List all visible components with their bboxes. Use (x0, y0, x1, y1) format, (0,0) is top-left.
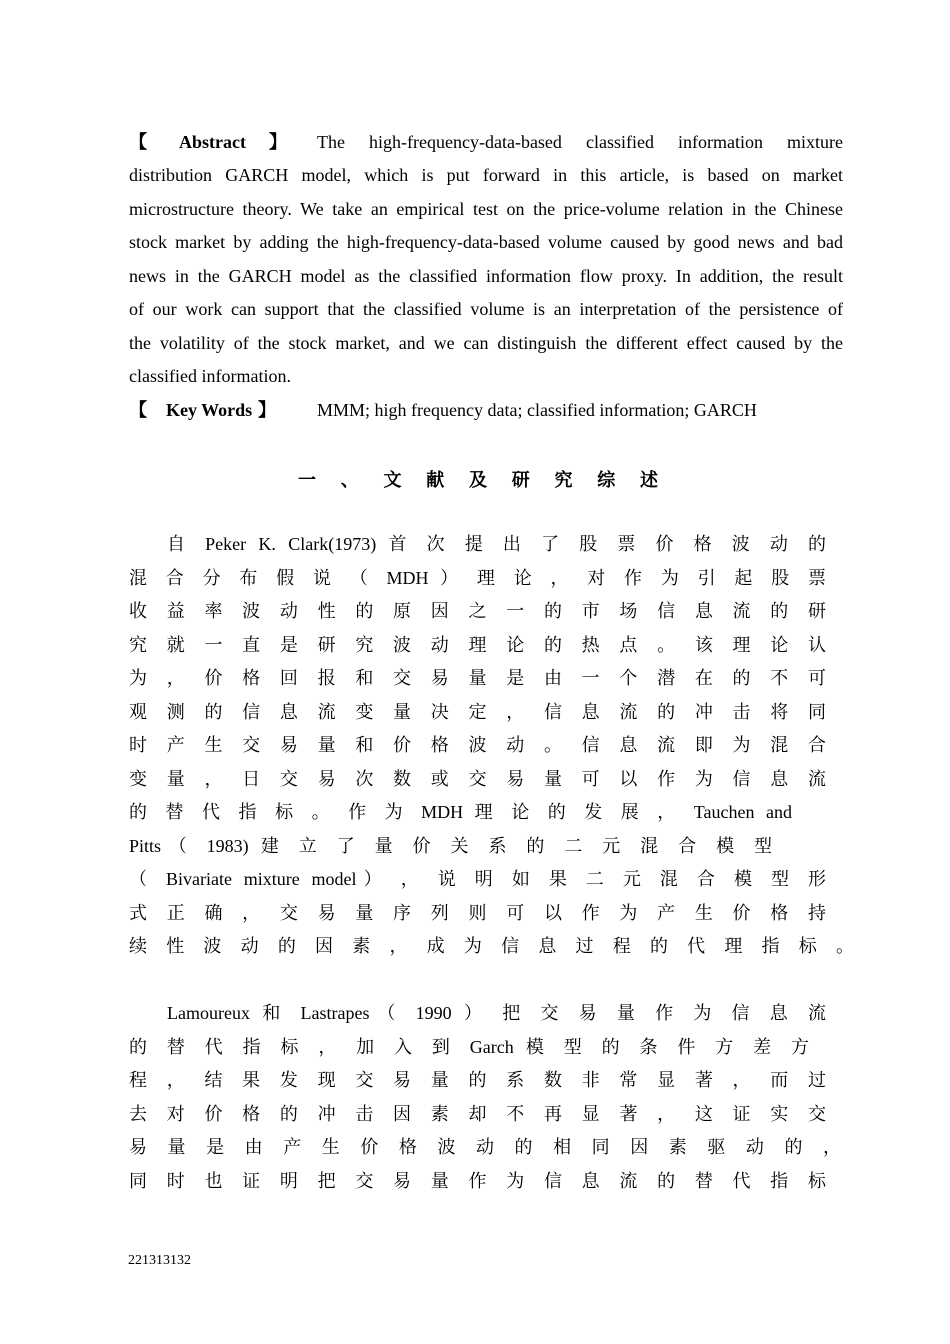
keywords-text: MMM; high frequency data; classified information; GARCH (317, 400, 757, 420)
paragraph-line: 混 合 分 布 假 说 （ MDH ） 理 论 ， 对 作 为 引 起 股 票 (129, 567, 826, 588)
paragraph-line: Lamoureux 和 Lastrapes（ 1990 ） 把 交 易 量 作 为 信 息 流 (167, 1003, 826, 1023)
abstract-label-open: 【 (129, 132, 147, 152)
abstract-line: microstructure theory. We take an empirical test on the price-volume relation in the Chinese (129, 199, 843, 219)
abstract-line: stock market by adding the high-frequency-data-based volume caused by good news and bad (129, 232, 843, 252)
abstract-line: the volatility of the stock market, and we can distinguish the different effect caused by the (129, 333, 843, 353)
paragraph-line: 同 时 也 证 明 把 交 易 量 作 为 信 息 流 的 替 代 指 标 (129, 1170, 826, 1191)
paragraph-line: 的 替 代 指 标 。 作 为 MDH 理 论 的 发 展 ， Tauchen and (129, 802, 792, 822)
paragraph-line: 的 替 代 指 标 ， 加 入 到 Garch 模 型 的 条 件 方 差 方 (129, 1036, 809, 1057)
paragraph-line: 收 益 率 波 动 性 的 原 因 之 一 的 市 场 信 息 流 的 研 (129, 601, 826, 621)
keywords-label: Key Words (166, 400, 253, 420)
abstract-label: Abstract (179, 132, 246, 152)
keywords-label-open: 【 (129, 400, 147, 420)
abstract-label-close: 】 (269, 132, 287, 152)
keywords-line (129, 399, 843, 421)
paragraph-line: 时 产 生 交 易 量 和 价 格 波 动 。 信 息 流 即 为 混 合 (129, 735, 826, 755)
abstract-line: news in the GARCH model as the classified information flow proxy. In addition, the result (129, 266, 843, 286)
paragraph-line: 续 性 波 动 的 因 素 ， 成 为 信 息 过 程 的 代 理 指 标 。 (129, 936, 854, 956)
keywords-label-close: 】 (258, 400, 276, 420)
abstract-line: distribution GARCH model, which is put forward in this article, is based on market (129, 165, 843, 185)
section-heading: 一 、 文 献 及 研 究 综 述 (298, 470, 658, 490)
paragraph-line: 究 就 一 直 是 研 究 波 动 理 论 的 热 点 。 该 理 论 认 (129, 634, 826, 655)
paragraph-line: 程 ， 结 果 发 现 交 易 量 的 系 数 非 常 显 著 ， 而 过 (129, 1070, 826, 1090)
page-footer-number: 221313132 (128, 1253, 191, 1268)
paragraph-line: 为 ， 价 格 回 报 和 交 易 量 是 由 一 个 潜 在 的 不 可 (129, 668, 826, 688)
paragraph-line: 变 量 ， 日 交 易 次 数 或 交 易 量 可 以 作 为 信 息 流 (129, 768, 826, 789)
paragraph-line: 式 正 确 ， 交 易 量 序 列 则 可 以 作 为 产 生 价 格 持 (129, 902, 826, 923)
paragraph-line: Pitts（ 1983) 建 立 了 量 价 关 系 的 二 元 混 合 模 型 (129, 835, 772, 856)
abstract-line: of our work can support that the classified volume is an interpretation of the persistence of (129, 299, 843, 319)
paragraph-line: 易 量 是 由 产 生 价 格 波 动 的 相 同 因 素 驱 动 的 ， (129, 1137, 841, 1157)
paragraph-line: 去 对 价 格 的 冲 击 因 素 却 不 再 显 著 ， 这 证 实 交 (129, 1103, 826, 1124)
abstract-first-line (129, 131, 843, 153)
paragraph-line: 观 测 的 信 息 流 变 量 决 定 ， 信 息 流 的 冲 击 将 同 (129, 701, 826, 722)
abstract-line: classified information. (129, 366, 291, 386)
paragraph-line: 自 Peker K. Clark(1973) 首 次 提 出 了 股 票 价 格 波 动 的 (167, 534, 826, 554)
paragraph-line: （ Bivariate mixture model） ， 说 明 如 果 二 元 混 合 模 型 形 (129, 869, 826, 889)
abstract-line: The high-frequency-data-based classified information mixture (317, 132, 843, 152)
